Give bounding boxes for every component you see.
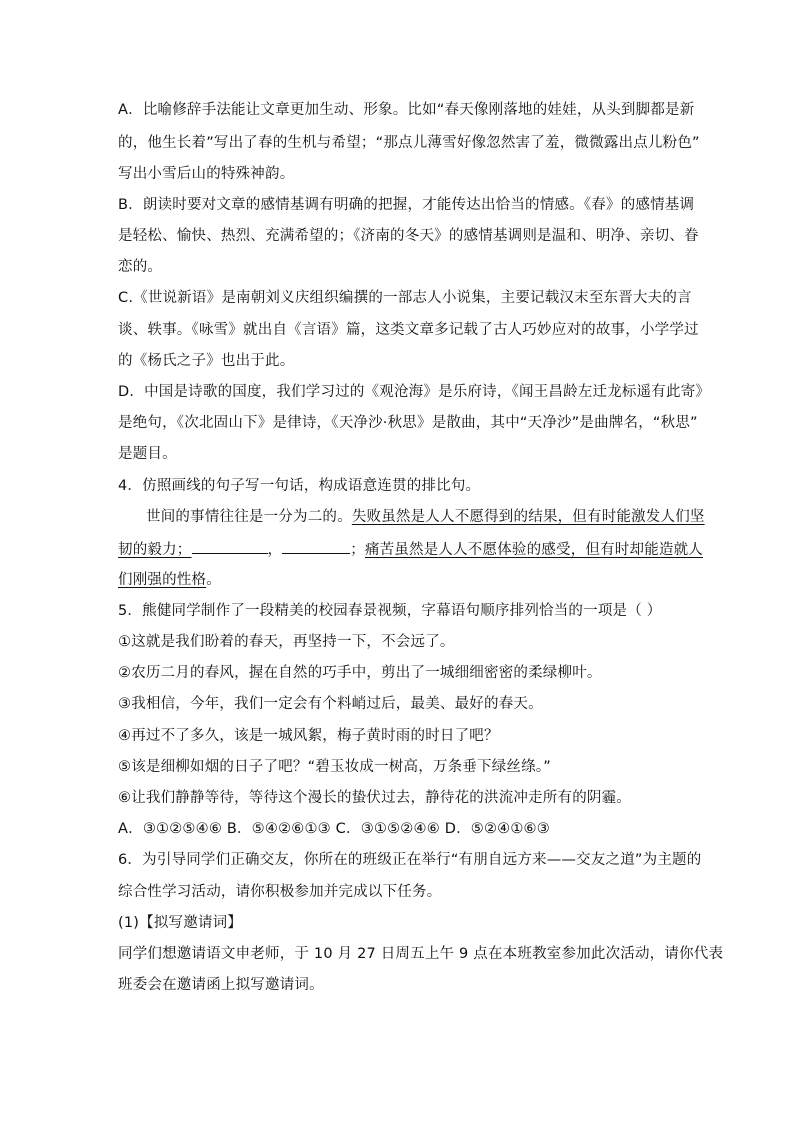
option-b-line-1: B．朗读时要对文章的感情基调有明确的把握，才能传达出恰当的情感。《春》的感情基调: [118, 197, 695, 213]
option-b-line-2: 是轻松、愉快、热烈、充满希望的；《济南的冬天》的感情基调则是温和、明净、亲切、眷: [118, 228, 699, 244]
q4-blank-2[interactable]: [282, 539, 350, 554]
q4-underlined-text-4: 们刚强的性格: [118, 572, 207, 588]
option-a-line-1: A．比喻修辞手法能让文章更加生动、形象。比如“春天像刚落地的娃娃，从头到脚都是新: [118, 102, 695, 118]
option-d-line-1: D．中国是诗歌的国度，我们学习过的《观沧海》是乐府诗，《闻王昌龄左迁龙标遥有此寄》: [118, 384, 711, 400]
question-4-sentence-line-3: [118, 570, 678, 590]
question-4-title: 4．仿照画线的句子写一句话，构成语意连贯的排比句。: [118, 478, 481, 494]
q4-comma: ，: [267, 542, 283, 558]
q5-sentence-2: ②农历二月的春风，握在自然的巧手中，剪出了一城细细密密的柔绿柳叶。: [118, 665, 602, 681]
question-4-sentence-line-1: [146, 507, 706, 527]
question-6-title-line-2: 综合性学习活动，请你积极参加并完成以下任务。: [118, 884, 442, 900]
q5-answer-options: A．③①②⑤④⑥ B．⑤④②⑥①③ C．③①⑤②④⑥ D．⑤②④①⑥③: [118, 821, 550, 837]
q4-blank-1[interactable]: [192, 539, 268, 554]
q5-sentence-6: ⑥让我们静静等待，等待这个漫长的蛰伏过去，静待花的洪流冲走所有的阴霾。: [118, 790, 631, 806]
question-5-title: 5．熊健同学制作了一段精美的校园春景视频，字幕语句顺序排列恰当的一项是（ ）: [118, 603, 662, 619]
option-c-line-1: C.《世说新语》是南朝刘义庆组织编撰的一部志人小说集，主要记载汉末至东晋大夫的言: [118, 290, 692, 306]
option-d-line-3: 是题目。: [118, 446, 177, 462]
option-c-line-3: 的《杨氏之子》也出于此。: [118, 353, 295, 369]
q6-sub-1-line-1: 同学们想邀请语文申老师，于 10 月 27 日周五上午 9 点在本班教室参加此次活动，请你代表: [118, 946, 724, 962]
option-c-line-2: 谈、轶事。《咏雪》就出自《言语》篇，这类文章多记载了古人巧妙应对的故事，小学学过: [118, 322, 699, 338]
q5-sentence-3: ③我相信，今年，我们一定会有个料峭过后，最美、最好的春天。: [118, 696, 543, 712]
q6-sub-1-line-2: 班委会在邀请函上拟写邀请词。: [118, 977, 324, 993]
q5-sentence-5: ⑤该是细柳如烟的日子了吧？“碧玉妆成一树高，万条垂下绿丝绦。”: [118, 759, 551, 775]
option-d-line-2: 是绝句，《次北固山下》是律诗，《天净沙·秋思》是散曲，其中“天净沙”是曲牌名，“秋思”: [118, 415, 698, 431]
question-6-title-line-1: 6．为引导同学们正确交友，你所在的班级正在举行“有朋自远方来——交友之道”为主题的: [118, 852, 702, 868]
q4-underlined-text-1: 失败虽然是人人不愿得到的结果，但有时能激发人们坚: [351, 509, 705, 525]
option-b-line-3: 恋的。: [118, 259, 163, 275]
q4-underlined-text-3: 痛苦虽然是人人不愿体验的感受，但有时却能造就人: [364, 542, 704, 558]
option-a-line-3: 写出小雪后山的特殊神韵。: [118, 166, 295, 182]
q4-semicolon: ；: [350, 542, 365, 558]
q4-period: 。: [206, 572, 221, 588]
q5-sentence-4: ④再过不了多久，该是一城风絮，梅子黄时雨的时日了吧？: [118, 728, 499, 744]
q4-underlined-text-2: 韧的毅力；: [118, 542, 192, 558]
question-4-sentence-line-2: [118, 539, 704, 560]
q5-sentence-1: ①这就是我们盼着的春天，再坚持一下，不会远了。: [118, 634, 455, 650]
option-a-line-2: 的，他生长着”写出了春的生机与希望；“那点儿薄雪好像忽然害了羞，微微露出点儿粉色”: [118, 135, 700, 151]
q4-plain-text: 世间的事情往往是一分为二的。: [146, 509, 352, 525]
q6-sub-1-heading: (1)【拟写邀请词】: [118, 915, 243, 931]
